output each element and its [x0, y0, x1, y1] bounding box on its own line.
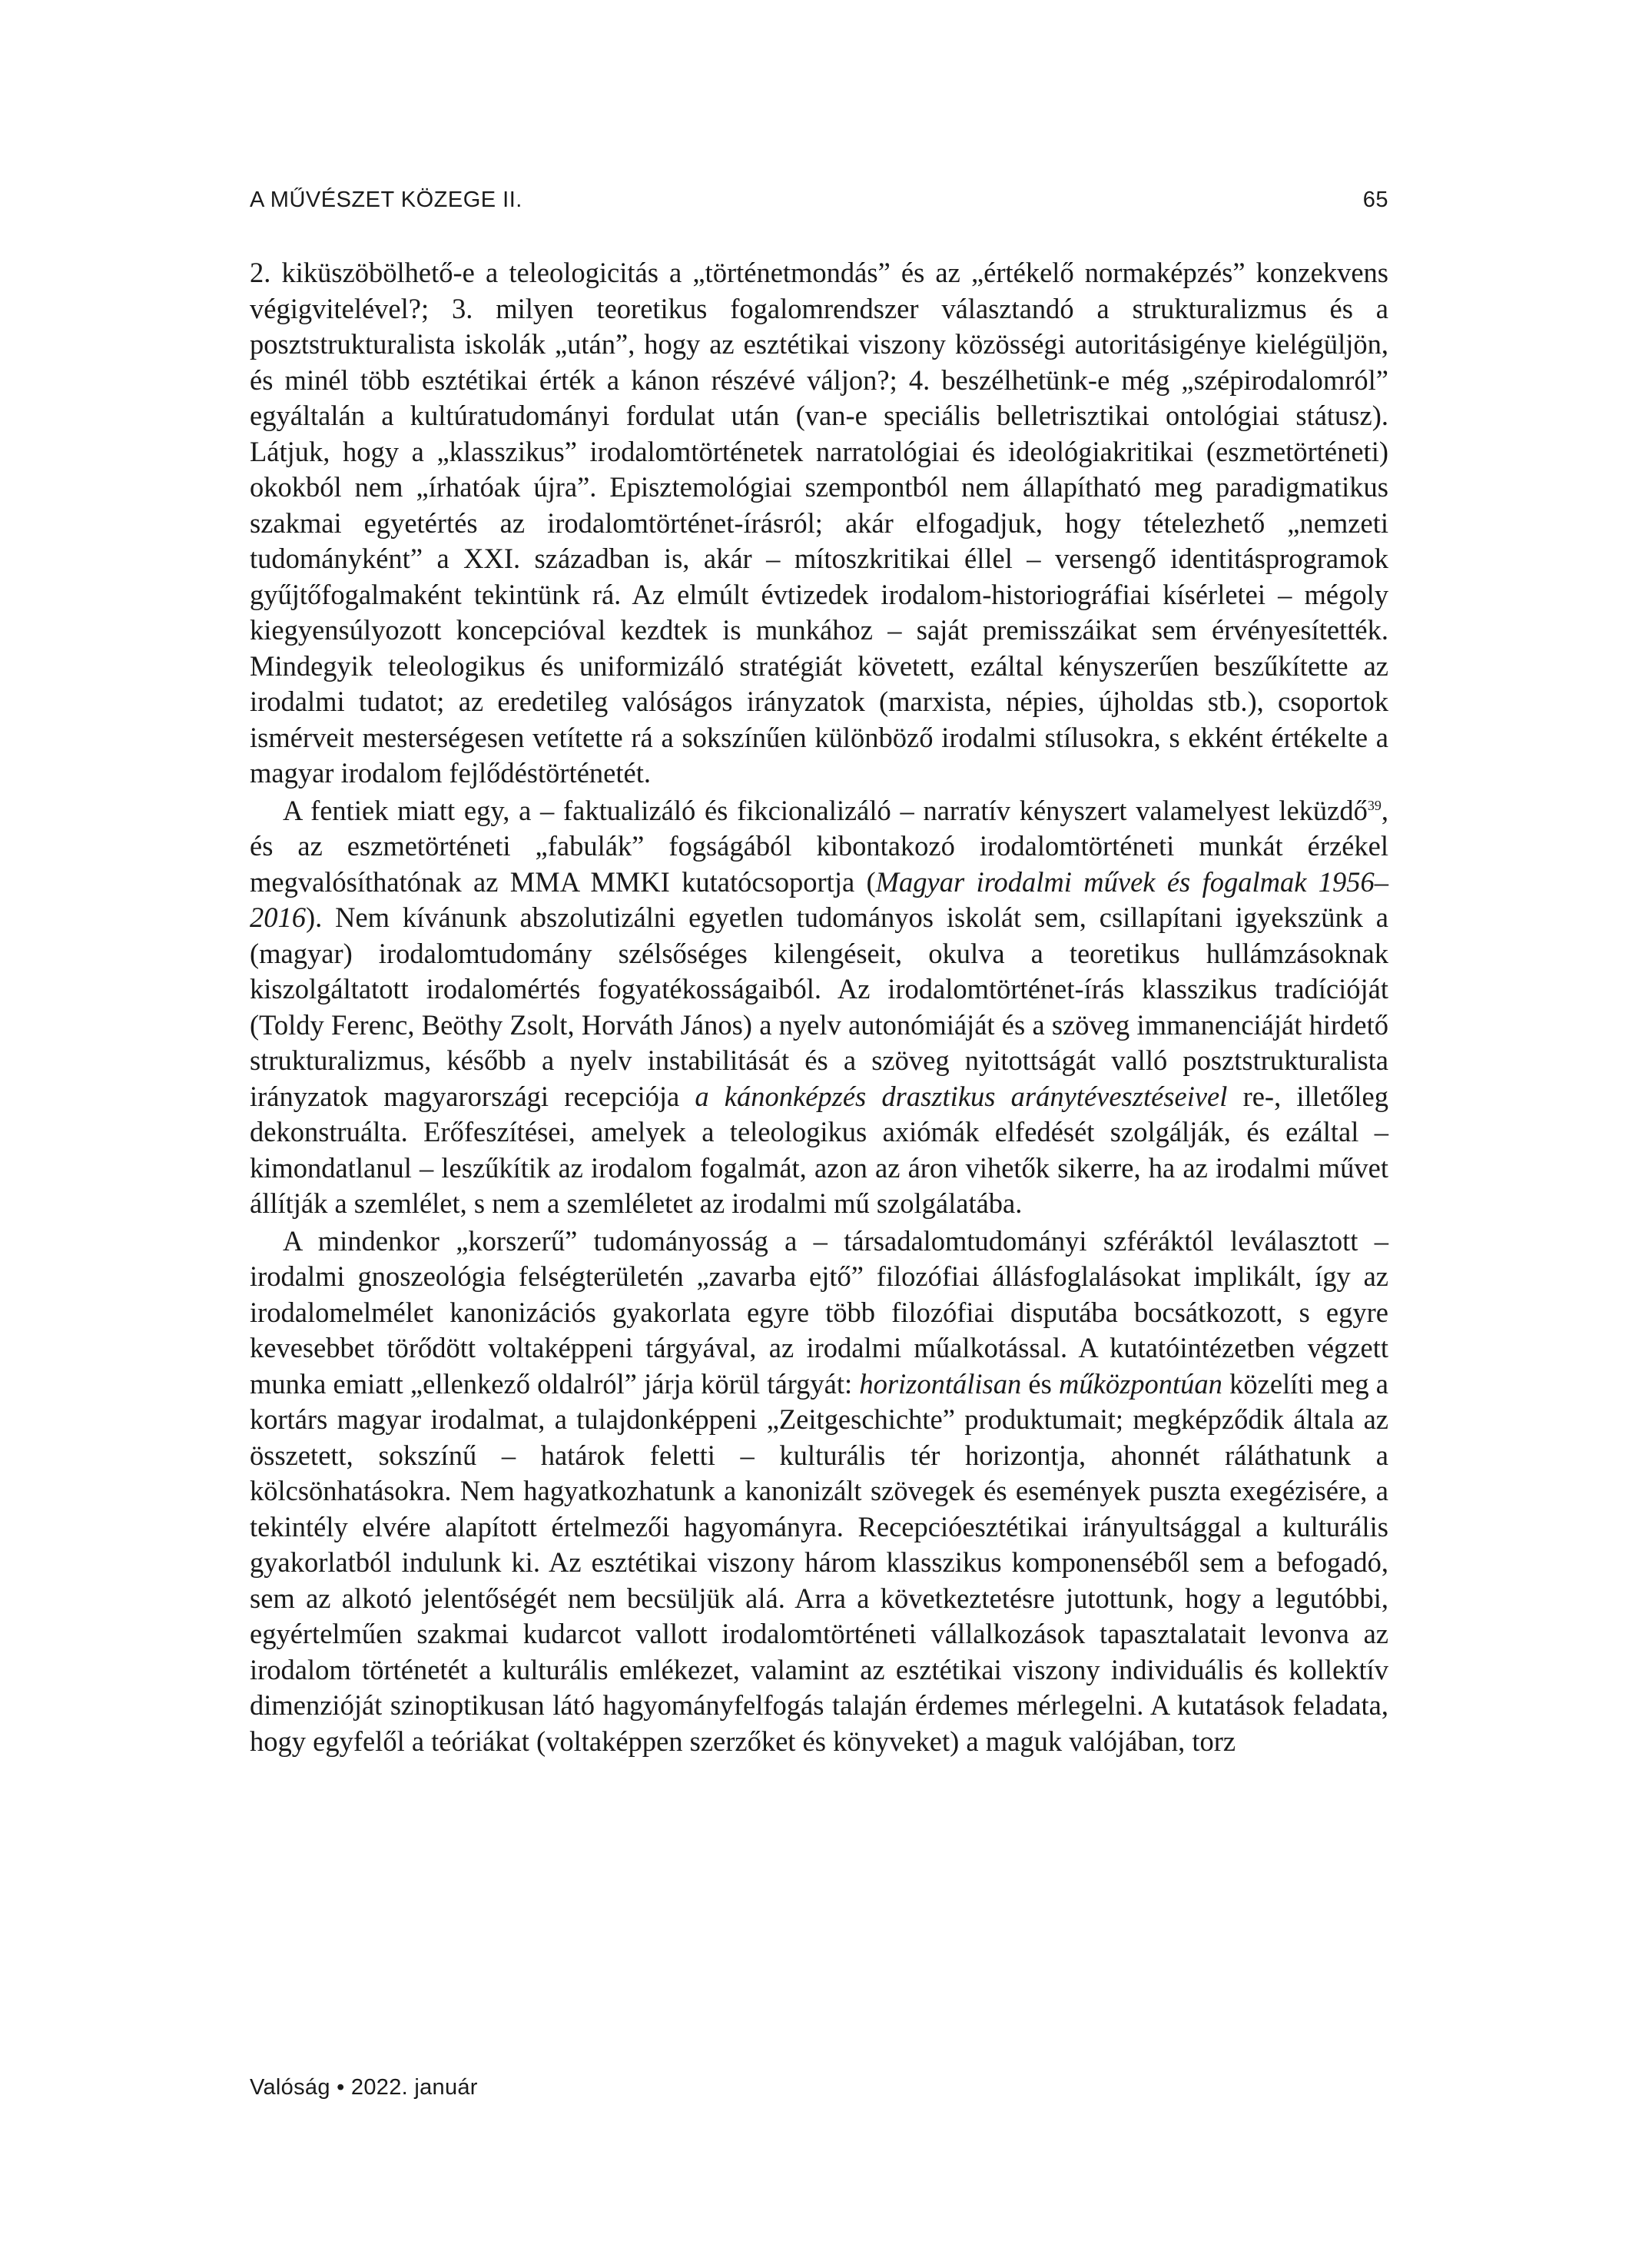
- paragraph-2-text-b: , és az eszmetörténeti „fabulák” fogságából kibontakozó irodalomtörténeti munkát érzékel megvalósíthatónak az MMA MMKI kutatócsoportja (: [250, 794, 1388, 898]
- paragraph-2-text-c: ). Nem kívánunk abszolutizálni egyetlen tudományos iskolát sem, csillapítani igyekszünk a (magyar) irodalomtudomány szélsőséges kilengéseit, okulva a teoretikus hullámzásoknak kiszolgáltatott irodalomértés fogyatékosságaiból. Az irodalomtörténet-írás klasszikus tradícióját (Toldy Ferenc, Beöthy Zsolt, Horváth János) a nyelv autonómiáját és a szöveg immanenciáját hirdető strukturalizmus, később a nyelv instabilitását és a szöveg nyitottságát valló posztstrukturalista irányzatok magyarországi recepciója: [250, 902, 1388, 1112]
- emphasis-horizontal: horizontálisan: [859, 1367, 1022, 1400]
- paragraph-3-text-b: közelíti meg a kortárs magyar irodalmat, a tulajdonképpeni „Zeitgeschichte” produktumait; megképződik általa az összetett, sokszínű – határok feletti – kulturális tér horizontja, ahonnét ráláthatunk a kölcsönhatásokra. Nem hagyatkozhatunk a kanonizált szövegek és események puszta exegézisére, a tekintély elvére alapított értelmezői hagyományra. Recepcióesztétikai irányultsággal a kulturális gyakorlatból indulunk ki. Az esztétikai viszony három klasszikus komponenséből sem a befogadó, sem az alkotó jelentőségét nem becsüljük alá. Arra a következtetésre jutottunk, hogy a legutóbbi, egyértelműen szakmai kudarcot vallott irodalomtörténeti vállalkozások tapasztalatait levonva az irodalom történetét a kulturális emlékezet, valamint az esztétikai viszony individuális és kollektív dimenzióját szinoptikusan látó hagyományfelfogás talaján érdemes mérlegelni. A kutatások feladata, hogy egyfelől a teóriákat (voltaképpen szerzőket és könyveket) a maguk valójában, torz: [250, 1367, 1388, 1757]
- paragraph-3-text-a: A mindenkor „korszerű” tudományosság a – társadalomtudományi szféráktól leválasztott – irodalmi gnoszeológia felségterületén „zavarba ejtő” filozófiai állásfoglalásokat implikált, így az irodalomelmélet kanonizációs gyakorlata egyre több filozófiai disputába bocsátkozott, s egyre kevesebbet törődött voltaképpeni tárgyával, az irodalmi műalkotással. A kutatóintézetben végzett munka emiatt „ellenkező oldalról” járja körül tárgyát:: [250, 1224, 1388, 1400]
- paragraph-1: 2. kiküszöbölhető-e a teleologicitás a „történetmondás” és az „értékelő normaképzés” konzekvens végigvitelével?; 3. milyen teoretikus fogalomrendszer választandó a strukturalizmus és a posztstrukturalista iskolák „után”, hogy az esztétikai viszony közösségi autoritásigénye kielégüljön, és minél több esztétikai érték a kánon részévé váljon?; 4. beszélhetünk-e még „szépirodalomról” egyáltalán a kultúratudományi fordulat után (van-e speciális belletrisztikai ontológiai státusz). Látjuk, hogy a „klasszikus” irodalomtörténetek narratológiai és ideológiakritikai (eszmetörténeti) okokból nem „írhatóak újra”. Episztemológiai szempontból nem állapítható meg paradigmatikus szakmai egyetértés az irodalomtörténet-írásról; akár elfogadjuk, hogy tételezhető „nemzeti tudományként” a XXI. században is, akár – mítoszkritikai éllel – versengő identitásprogramok gyűjtőfogalmaként tekintünk rá. Az elmúlt évtizedek irodalom-historiográfiai kísérletei – mégoly kiegyensúlyozott koncepcióval kezdtek is munkához – saját premisszáikat sem érvényesítették. Mindegyik teleologikus és uniformizáló stratégiát követett, ezáltal kényszerűen beszűkítette az irodalmi tudatot; az eredetileg valóságos irányzatok (marxista, népies, újholdas stb.), csoportok ismérveit mesterségesen vetítette rá a sokszínűen különböző irodalmi stílusokra, s ekként értékelte a magyar irodalom fejlődéstörténetét.: [250, 257, 1388, 789]
- running-head-title: A MŰVÉSZET KÖZEGE II.: [250, 188, 522, 212]
- footer: Valóság • 2022. január: [250, 2075, 478, 2100]
- body-text: [250, 255, 1388, 1759]
- page-number: 65: [1362, 188, 1388, 212]
- paragraph-3-conjunction: és: [1021, 1367, 1060, 1400]
- book-title-italic: Magyar irodalmi művek és fogalmak 1956–2016: [250, 865, 1388, 933]
- paragraph-3: [250, 1224, 1388, 1760]
- emphasis-work-centred: műközpontúan: [1059, 1367, 1222, 1400]
- footnote-marker-39[interactable]: 39: [1367, 797, 1382, 813]
- paragraph-2-text-a: A fentiek miatt egy, a – faktualizáló és fikcionalizáló – narratív kényszert valamelyest leküzdő: [283, 794, 1368, 826]
- paragraph-2-text-d: re-, illetőleg dekonstruálta. Erőfeszítései, amelyek a teleologikus axiómák elfedését szolgálják, és ezáltal – kimondatlanul – leszűkítik az irodalom fogalmát, azon az áron vihetők sikerre, ha az irodalmi művet állítják a szemlélet, s nem a szemléletet az irodalmi mű szolgálatába.: [250, 1080, 1388, 1219]
- emphasis-italic: a kánonképzés drasztikus aránytévesztéseivel: [695, 1080, 1228, 1112]
- running-head: [250, 188, 1388, 218]
- paragraph-2: [250, 793, 1388, 1222]
